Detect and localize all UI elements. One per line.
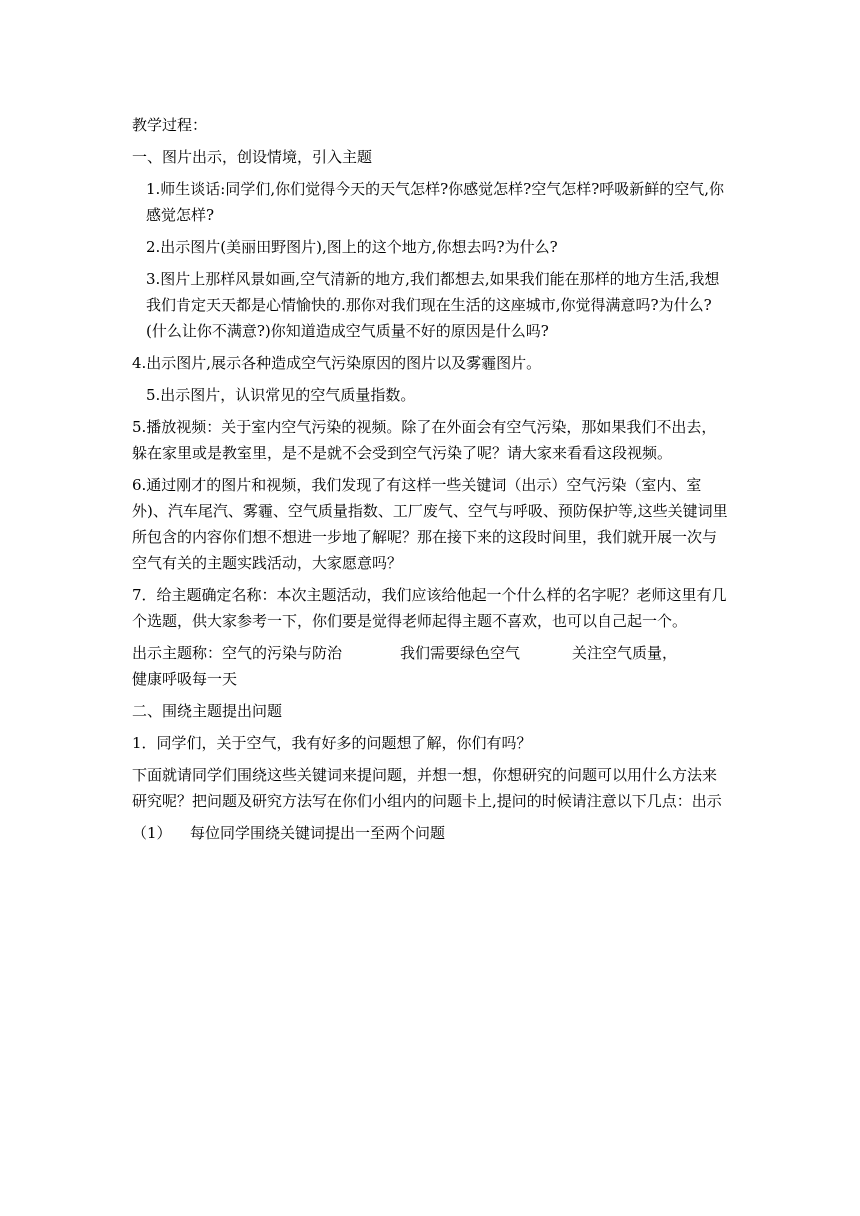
paragraph-6: 5.播放视频：关于室内空气污染的视频。除了在外面会有空气污染，那如果我们不出去，躲在家里或是教室里，是不是就不会受到空气污染了呢？请大家来看看这段视频。 [132, 418, 717, 462]
section-1-title: 一、图片出示，创设情境，引入主题 [132, 148, 373, 166]
topic-2: 我们需要绿色空气 [400, 644, 521, 662]
list-item-text: 每位同学围绕关键词提出一至两个问题 [190, 824, 446, 842]
list-item-1 [132, 820, 728, 846]
topics-line [132, 640, 728, 692]
question-1: 1．同学们，关于空气，我有好多的问题想了解，你们有吗？ [132, 734, 532, 752]
section-2-title: 二、围绕主题提出问题 [132, 702, 283, 720]
doc-heading: 教学过程： [132, 116, 208, 134]
paragraph-1: 1.师生谈话:同学们,你们觉得今天的天气怎样?你感觉怎样?空气怎样?呼吸新鲜的空气,你感觉怎样? [146, 180, 725, 224]
paragraph-4: 4.出示图片,展示各种造成空气污染原因的图片以及雾霾图片。 [132, 354, 542, 372]
topics-prefix: 出示主题称：空气的污染与防治 [132, 644, 343, 662]
list-item-number: （1） [132, 824, 172, 842]
paragraph-3: 3.图片上那样风景如画,空气清新的地方,我们都想去,如果我们能在那样的地方生活,我想我们肯定天天都是心情愉快的.那你对我们现在生活的这座城市,你觉得满意吗?为什么?(什么让你不满意?)你知道造成空气质量不好的原因是什么吗? [146, 270, 720, 340]
paragraph-2: 2.出示图片(美丽田野图片),图上的这个地方,你想去吗?为什么? [146, 238, 558, 256]
paragraph-8: 7．给主题确定名称：本次主题活动，我们应该给他起一个什么样的名字呢？老师这里有几个选题，供大家参考一下，你们要是觉得老师起得主题不喜欢，也可以自己起一个。 [132, 586, 727, 630]
question-2: 下面就请同学们围绕这些关键词来提问题，并想一想，你想研究的问题可以用什么方法来研究呢？把问题及研究方法写在你们小组内的问题卡上,提问的时候请注意以下几点：出示 [132, 766, 722, 810]
paragraph-7: 6.通过刚才的图片和视频，我们发现了有这样一些关键词（出示）空气污染（室内、室外)、汽车尾汽、雾霾、空气质量指数、工厂废气、空气与呼吸、预防保护等,这些关键词里所包含的内容你们想不想进一步地了解呢？那在接下来的这段时间里，我们就开展一次与空气有关的主题实践活动，大家愿意吗？ [132, 476, 728, 572]
document-page [132, 112, 728, 852]
paragraph-5: 5.出示图片，认识常见的空气质量指数。 [146, 386, 416, 404]
topic-3-part-a: 关注空气质量， [572, 644, 678, 662]
topic-3-part-b: 健康呼吸每一天 [132, 670, 238, 688]
